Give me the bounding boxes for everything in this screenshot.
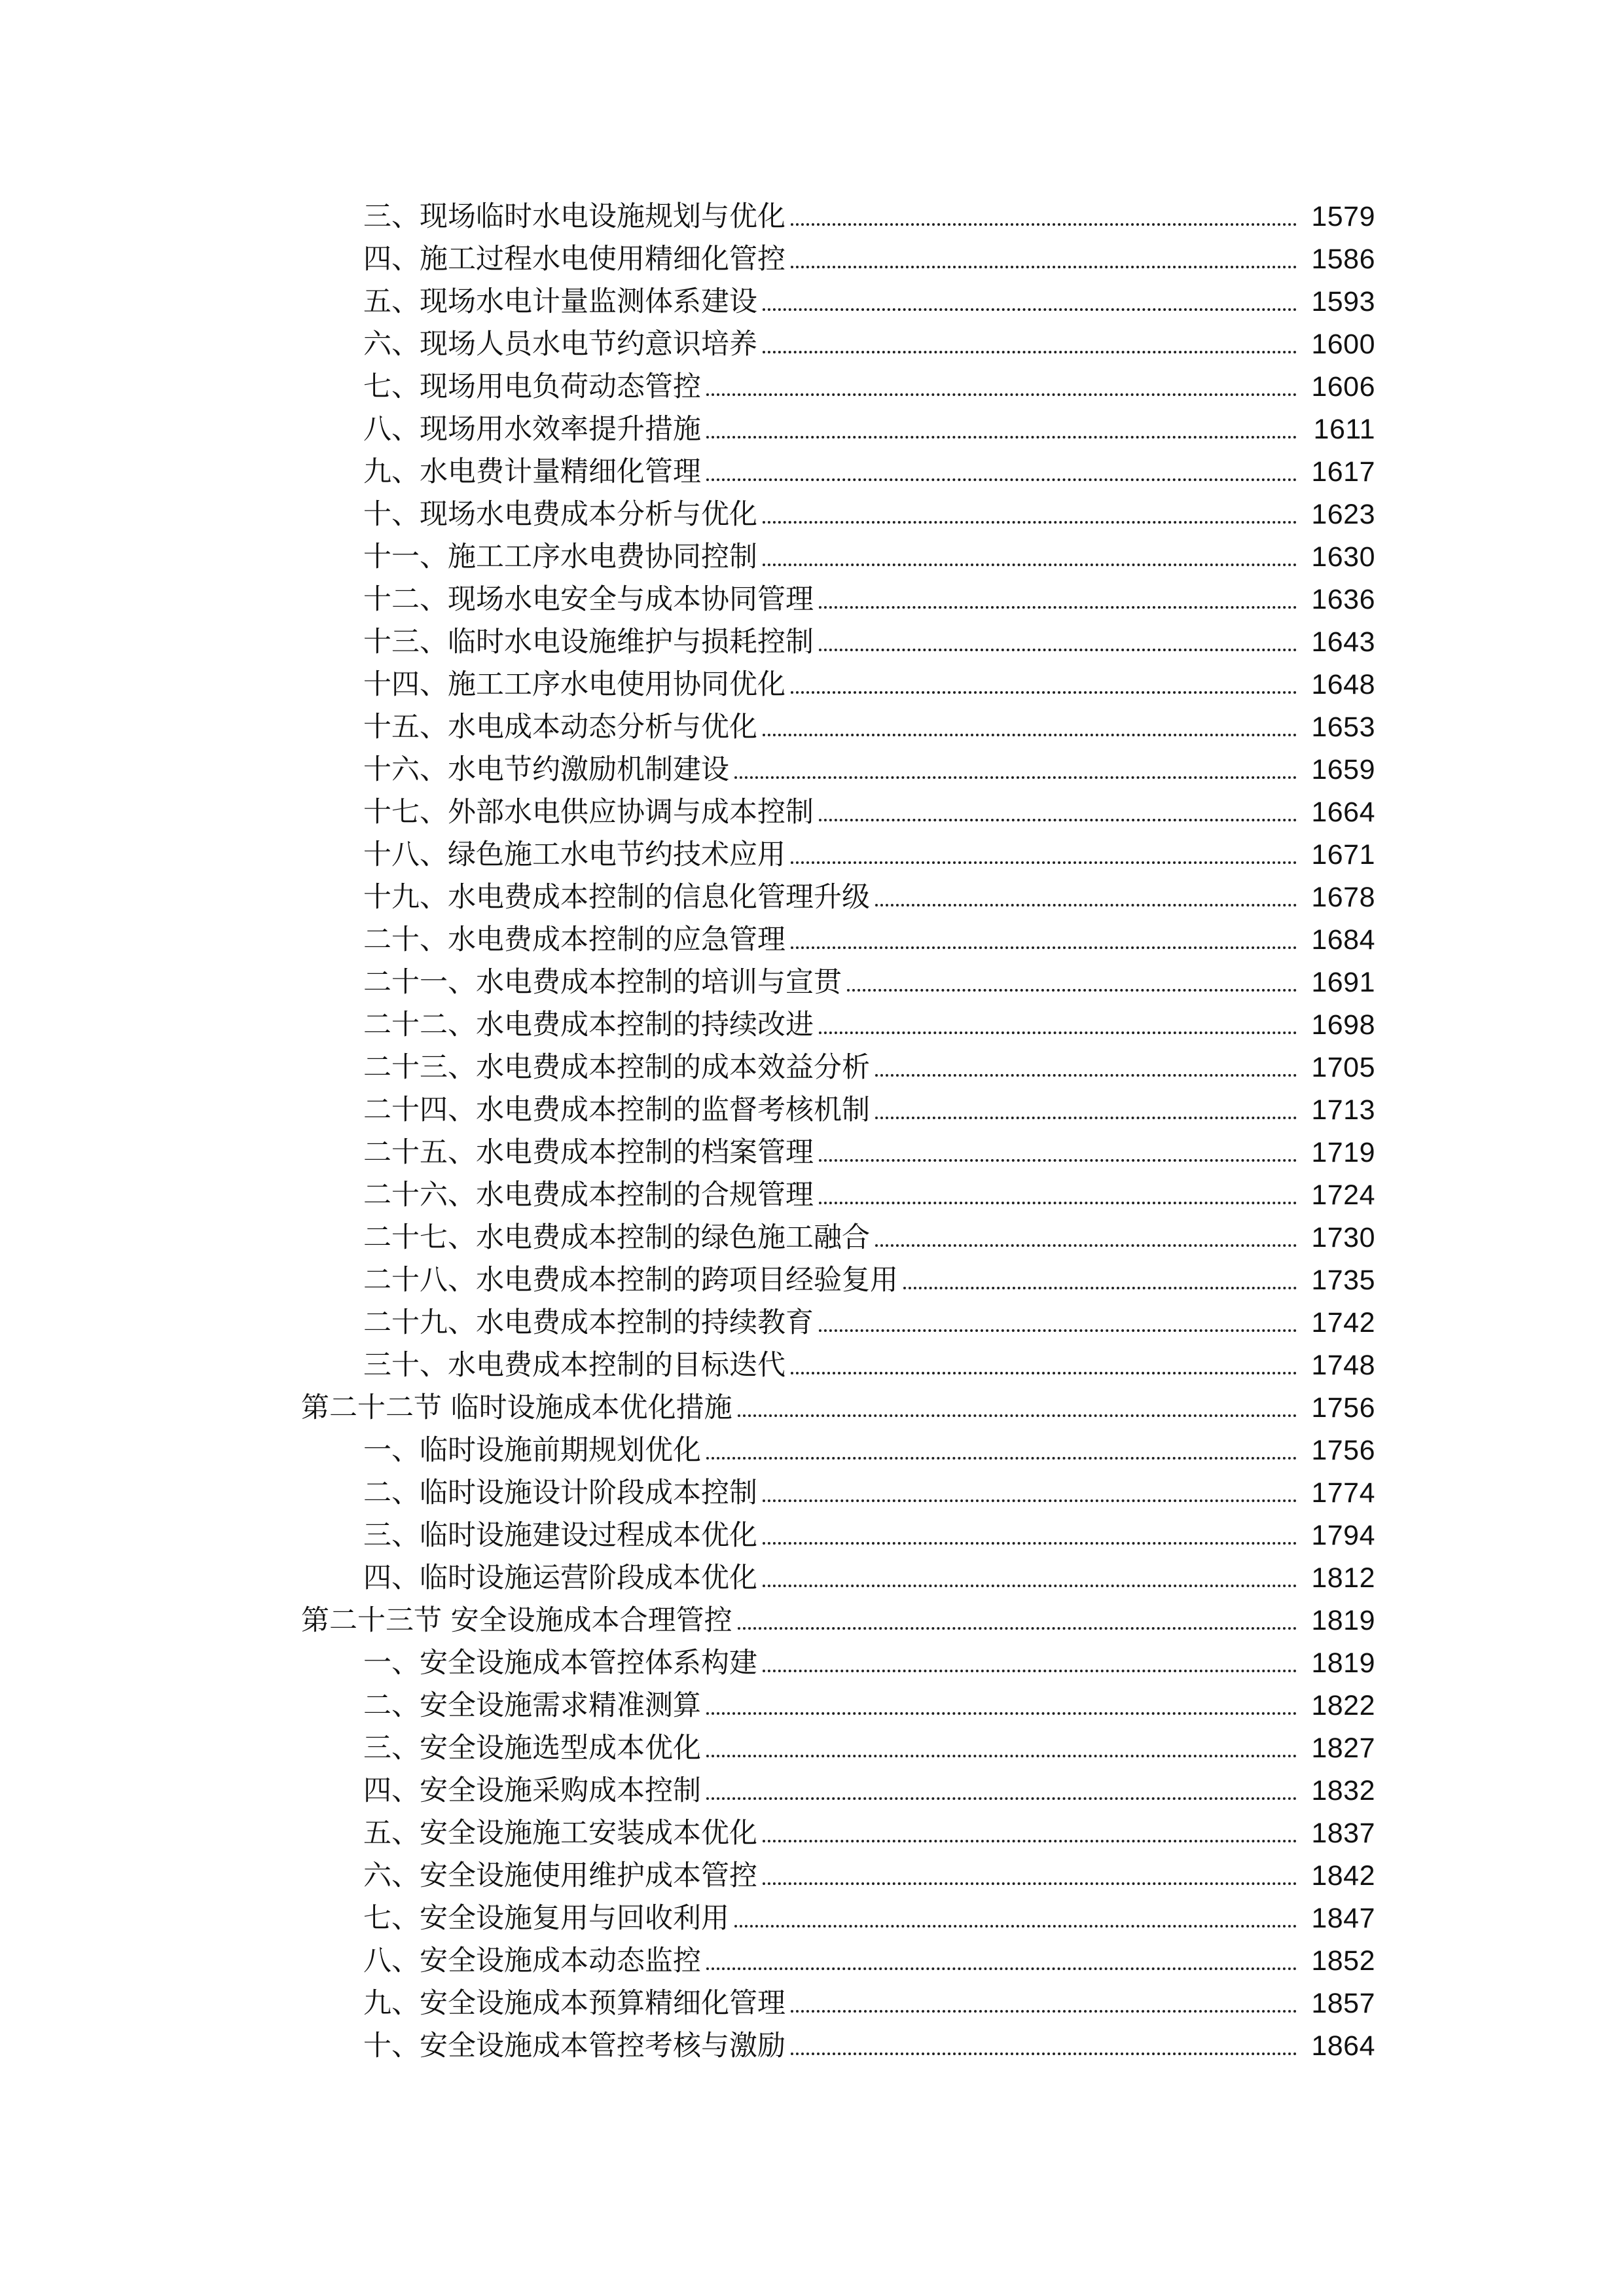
toc-page-number: 1812 [1311,1562,1375,1594]
toc-page-number: 1586 [1311,243,1375,275]
toc-subsection-entry[interactable] [0,1473,1624,1515]
toc-subsection-entry[interactable] [0,834,1624,877]
dot-leader [734,776,1297,779]
toc-entry-title: 十七、外部水电供应协调与成本控制 [363,796,814,829]
toc-subsection-entry[interactable] [0,367,1624,409]
toc-page-number: 1636 [1311,584,1375,615]
toc-page-number: 1724 [1311,1179,1375,1211]
toc-entry-title: 十一、施工工序水电费协同控制 [363,541,757,573]
toc-entry-title: 三十、水电费成本控制的目标迭代 [363,1349,785,1382]
toc-entry-title: 九、安全设施成本预算精细化管理 [363,1987,785,2020]
dot-leader [706,1457,1297,1460]
toc-subsection-entry[interactable] [0,1047,1624,1090]
toc-subsection-entry[interactable] [0,494,1624,537]
toc-subsection-entry[interactable] [0,1005,1624,1047]
dot-leader [763,351,1297,353]
dot-leader [819,649,1297,651]
toc-subsection-entry[interactable] [0,1558,1624,1600]
toc-entry-title: 十四、施工工序水电使用协同优化 [363,668,785,701]
toc-page-number: 1678 [1311,882,1375,913]
dot-leader [706,1755,1297,1757]
dot-leader [791,946,1297,949]
toc-page-number: 1819 [1311,1647,1375,1679]
toc-page-number: 1756 [1311,1392,1375,1424]
toc-subsection-entry[interactable] [0,537,1624,579]
dot-leader [763,1882,1297,1885]
toc-page-number: 1653 [1311,711,1375,743]
toc-page-number: 1735 [1311,1265,1375,1296]
toc-page-number: 1691 [1311,967,1375,998]
dot-leader [706,478,1297,481]
toc-entry-title: 二十五、水电费成本控制的档案管理 [363,1136,814,1169]
toc-entry-title: 四、施工过程水电使用精细化管控 [363,243,785,276]
toc-section-entry[interactable] [0,1388,1624,1430]
toc-page-number: 1864 [1311,2030,1375,2062]
dot-leader [819,1159,1297,1162]
toc-subsection-entry[interactable] [0,2026,1624,2068]
dot-leader [706,1797,1297,1800]
dot-leader [875,1117,1297,1119]
dot-leader [706,1967,1297,1970]
dot-leader [847,989,1297,992]
toc-entry-title: 八、安全设施成本动态监控 [363,1945,701,1977]
dot-leader [763,1499,1297,1502]
dot-leader [763,1840,1297,1842]
toc-entry-title: 二十六、水电费成本控制的合规管理 [363,1179,814,1211]
toc-entry-title: 三、临时设施建设过程成本优化 [363,1519,757,1552]
toc-subsection-entry[interactable] [0,1345,1624,1388]
toc-subsection-entry[interactable] [0,281,1624,324]
toc-entry-title: 三、安全设施选型成本优化 [363,1732,701,1765]
toc-page-number: 1593 [1311,286,1375,317]
toc-entry-title: 五、安全设施施工安装成本优化 [363,1817,757,1850]
toc-subsection-entry[interactable] [0,409,1624,452]
toc-entry-title: 十六、水电节约激励机制建设 [363,753,729,786]
toc-entry-title: 六、现场人员水电节约意识培养 [363,328,757,361]
toc-subsection-entry[interactable] [0,1643,1624,1685]
toc-subsection-entry[interactable] [0,1983,1624,2026]
dot-leader [819,1202,1297,1204]
toc-subsection-entry[interactable] [0,962,1624,1005]
toc-subsection-entry[interactable] [0,1770,1624,1813]
toc-page-number: 1611 [1313,414,1375,445]
dot-leader [791,691,1297,694]
toc-page-number: 1857 [1311,1988,1375,2019]
toc-page-number: 1600 [1311,329,1375,360]
toc-entry-title: 八、现场用水效率提升措施 [363,413,701,446]
toc-subsection-entry[interactable] [0,1430,1624,1473]
dot-leader [875,904,1297,906]
toc-entry-title: 二十四、水电费成本控制的监督考核机制 [363,1094,870,1126]
toc-page-number: 1748 [1311,1350,1375,1381]
toc-page-number: 1832 [1311,1775,1375,1806]
table-of-contents [0,196,1624,2068]
toc-entry-title: 十八、绿色施工水电节约技术应用 [363,838,785,871]
toc-subsection-entry[interactable] [0,239,1624,281]
dot-leader [791,2010,1297,2013]
toc-page-number: 1852 [1311,1945,1375,1977]
toc-entry-title: 一、临时设施前期规划优化 [363,1434,701,1467]
toc-page-number: 1719 [1311,1137,1375,1168]
toc-page-number: 1774 [1311,1477,1375,1509]
toc-page-number: 1742 [1311,1307,1375,1338]
dot-leader [763,1585,1297,1587]
toc-page-number: 1648 [1311,669,1375,700]
dot-leader [875,1074,1297,1077]
toc-subsection-entry[interactable] [0,452,1624,494]
toc-subsection-entry[interactable] [0,1175,1624,1217]
toc-entry-title: 十、现场水电费成本分析与优化 [363,498,757,531]
toc-page-number: 1617 [1311,456,1375,488]
dot-leader [791,223,1297,226]
toc-entry-title: 第二十二节 临时设施成本优化措施 [301,1391,732,1424]
toc-entry-title: 七、现场用电负荷动态管控 [363,370,701,403]
toc-page-number: 1623 [1311,499,1375,530]
dot-leader [763,564,1297,566]
dot-leader [791,2053,1297,2055]
dot-leader [819,1031,1297,1034]
toc-page-number: 1837 [1311,1818,1375,1849]
dot-leader [791,1372,1297,1374]
toc-page-number: 1684 [1311,924,1375,956]
toc-subsection-entry[interactable] [0,792,1624,834]
toc-page-number: 1819 [1311,1605,1375,1636]
toc-page-number: 1847 [1311,1903,1375,1934]
dot-leader [738,1414,1297,1417]
toc-page-number: 1698 [1311,1009,1375,1041]
dot-leader [763,1542,1297,1545]
toc-page-number: 1794 [1311,1520,1375,1551]
toc-entry-title: 十二、现场水电安全与成本协同管理 [363,583,814,616]
toc-entry-title: 十、安全设施成本管控考核与激励 [363,2030,785,2062]
toc-subsection-entry[interactable] [0,1856,1624,1898]
dot-leader [791,266,1297,268]
toc-entry-title: 二十三、水电费成本控制的成本效益分析 [363,1051,870,1084]
dot-leader [706,1712,1297,1715]
dot-leader [763,734,1297,736]
toc-entry-title: 四、安全设施采购成本控制 [363,1774,701,1807]
toc-subsection-entry[interactable] [0,1813,1624,1856]
toc-page-number: 1705 [1311,1052,1375,1083]
toc-section-entry[interactable] [0,1600,1624,1643]
dot-leader [763,521,1297,524]
toc-subsection-entry[interactable] [0,1302,1624,1345]
toc-subsection-entry[interactable] [0,1090,1624,1132]
toc-entry-title: 四、临时设施运营阶段成本优化 [363,1562,757,1594]
toc-entry-title: 二、安全设施需求精准测算 [363,1689,701,1722]
dot-leader [706,436,1297,439]
toc-subsection-entry[interactable] [0,664,1624,707]
toc-page-number: 1579 [1311,201,1375,232]
toc-entry-title: 六、安全设施使用维护成本管控 [363,1859,757,1892]
toc-entry-title: 二十一、水电费成本控制的培训与宣贯 [363,966,842,999]
toc-entry-title: 二十八、水电费成本控制的跨项目经验复用 [363,1264,898,1297]
toc-entry-title: 三、现场临时水电设施规划与优化 [363,200,785,233]
toc-page-number: 1659 [1311,754,1375,785]
toc-subsection-entry[interactable] [0,920,1624,962]
toc-entry-title: 五、现场水电计量监测体系建设 [363,285,757,318]
dot-leader [903,1287,1297,1289]
dot-leader [706,393,1297,396]
dot-leader [819,1329,1297,1332]
toc-entry-title: 一、安全设施成本管控体系构建 [363,1647,757,1679]
toc-entry-title: 十九、水电费成本控制的信息化管理升级 [363,881,870,914]
toc-subsection-entry[interactable] [0,1728,1624,1770]
toc-subsection-entry[interactable] [0,1217,1624,1260]
toc-subsection-entry[interactable] [0,707,1624,749]
toc-page-number: 1671 [1311,839,1375,870]
dot-leader [819,606,1297,609]
toc-subsection-entry[interactable] [0,622,1624,664]
dot-leader [791,861,1297,864]
dot-leader [875,1244,1297,1247]
toc-page-number: 1842 [1311,1860,1375,1892]
toc-subsection-entry[interactable] [0,196,1624,239]
toc-subsection-entry[interactable] [0,1260,1624,1302]
toc-subsection-entry[interactable] [0,1132,1624,1175]
toc-entry-title: 九、水电费计量精细化管理 [363,456,701,488]
dot-leader [738,1627,1297,1630]
dot-leader [763,308,1297,311]
toc-entry-title: 十五、水电成本动态分析与优化 [363,711,757,744]
toc-page-number: 1606 [1311,371,1375,403]
toc-page-number: 1827 [1311,1732,1375,1764]
toc-entry-title: 十三、临时水电设施维护与损耗控制 [363,626,814,658]
dot-leader [819,819,1297,821]
toc-entry-title: 二十二、水电费成本控制的持续改进 [363,1009,814,1041]
toc-subsection-entry[interactable] [0,1898,1624,1941]
toc-subsection-entry[interactable] [0,1941,1624,1983]
dot-leader [763,1670,1297,1672]
toc-subsection-entry[interactable] [0,1685,1624,1728]
toc-entry-title: 二十七、水电费成本控制的绿色施工融合 [363,1221,870,1254]
toc-entry-title: 第二十三节 安全设施成本合理管控 [301,1604,732,1637]
toc-page-number: 1730 [1311,1222,1375,1253]
toc-page-number: 1713 [1311,1094,1375,1126]
toc-subsection-entry[interactable] [0,1515,1624,1558]
toc-entry-title: 二十九、水电费成本控制的持续教育 [363,1306,814,1339]
dot-leader [734,1925,1297,1928]
toc-page-number: 1756 [1311,1435,1375,1466]
toc-page-number: 1630 [1311,541,1375,573]
toc-page-number: 1664 [1311,797,1375,828]
toc-page-number: 1643 [1311,626,1375,658]
toc-subsection-entry[interactable] [0,579,1624,622]
toc-page-number: 1822 [1311,1690,1375,1721]
toc-entry-title: 二十、水电费成本控制的应急管理 [363,924,785,956]
toc-subsection-entry[interactable] [0,324,1624,367]
toc-entry-title: 七、安全设施复用与回收利用 [363,1902,729,1935]
toc-subsection-entry[interactable] [0,749,1624,792]
toc-subsection-entry[interactable] [0,877,1624,920]
toc-entry-title: 二、临时设施设计阶段成本控制 [363,1477,757,1509]
